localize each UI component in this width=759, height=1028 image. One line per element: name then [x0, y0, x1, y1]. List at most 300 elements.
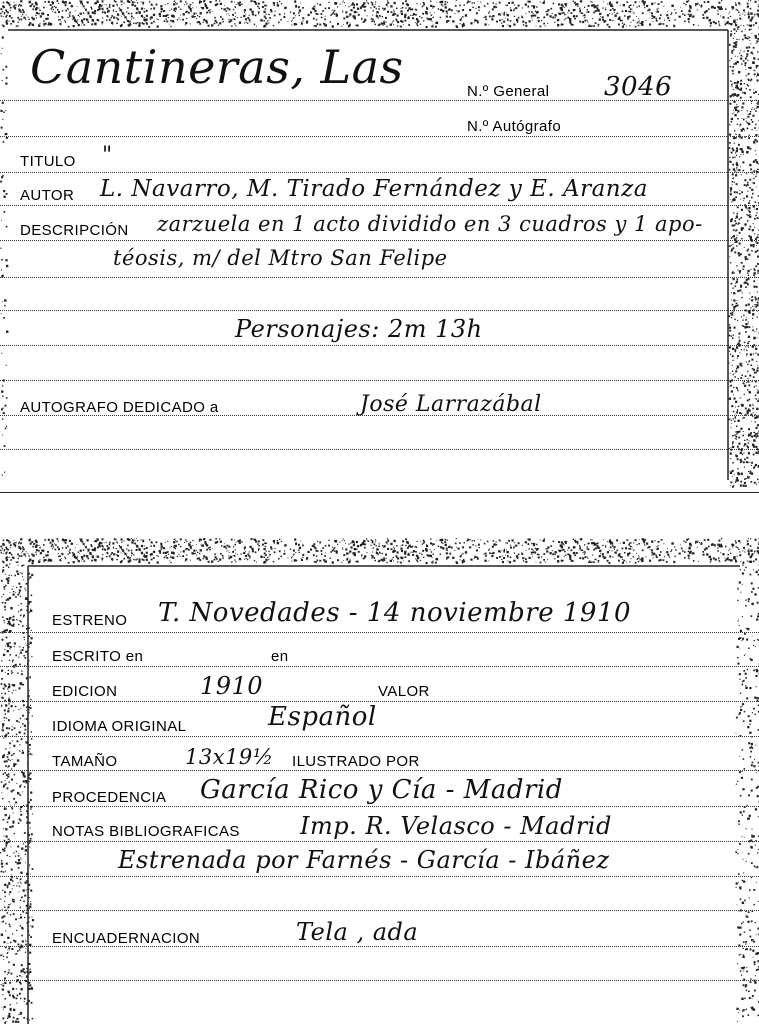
noise-dot: [301, 23, 303, 25]
noise-dot: [241, 17, 242, 18]
noise-dot: [131, 16, 133, 18]
noise-dot: [431, 551, 432, 552]
noise-dot: [374, 6, 376, 8]
noise-dot: [736, 733, 737, 734]
noise-dot: [733, 299, 735, 301]
noise-dot: [551, 9, 552, 10]
noise-dot: [65, 6, 66, 7]
noise-dot: [210, 547, 211, 548]
noise-dot: [735, 283, 736, 284]
noise-dot: [22, 752, 24, 754]
noise-dot: [749, 179, 751, 181]
noise-dot: [219, 538, 220, 539]
noise-dot: [32, 754, 33, 755]
noise-dot: [241, 541, 242, 542]
noise-dot: [732, 178, 733, 179]
noise-dot: [456, 26, 458, 28]
noise-dot: [4, 891, 6, 893]
noise-dot: [170, 26, 171, 27]
noise-dot: [757, 217, 759, 219]
noise-dot: [569, 556, 571, 558]
noise-dot: [129, 557, 131, 559]
noise-dot: [515, 7, 517, 9]
noise-dot: [274, 551, 276, 553]
noise-dot: [376, 552, 378, 554]
noise-dot: [464, 4, 465, 5]
noise-dot: [8, 1015, 10, 1017]
noise-dot: [12, 901, 13, 902]
noise-dot: [281, 541, 282, 542]
noise-dot: [250, 8, 252, 10]
noise-dot: [2, 102, 4, 104]
noise-dot: [38, 550, 40, 552]
noise-dot: [753, 708, 755, 710]
noise-dot: [58, 553, 59, 554]
noise-dot: [501, 23, 502, 24]
noise-dot: [35, 15, 36, 16]
noise-dot: [9, 994, 11, 996]
noise-dot: [9, 982, 11, 984]
noise-dot: [737, 278, 738, 279]
noise-dot: [17, 17, 19, 19]
noise-dot: [177, 19, 178, 20]
noise-dot: [53, 9, 54, 10]
noise-dot: [16, 930, 17, 931]
noise-dot: [387, 0, 388, 1]
noise-dot: [199, 3, 200, 4]
noise-dot: [78, 560, 80, 562]
noise-dot: [57, 0, 59, 2]
noise-dot: [714, 544, 716, 546]
noise-dot: [738, 144, 740, 146]
noise-dot: [381, 16, 382, 17]
noise-dot: [30, 753, 32, 755]
noise-dot: [6, 193, 8, 195]
noise-dot: [750, 751, 752, 753]
noise-dot: [58, 541, 59, 542]
noise-dot: [9, 618, 11, 620]
noise-dot: [583, 15, 584, 16]
noise-dot: [215, 20, 217, 22]
noise-dot: [19, 731, 21, 733]
noise-dot: [83, 12, 85, 14]
tamano-label: TAMAÑO: [52, 753, 118, 770]
noise-dot: [136, 538, 137, 539]
noise-dot: [753, 405, 754, 406]
noise-dot: [212, 548, 213, 549]
noise-dot: [1, 259, 3, 261]
noise-dot: [231, 1, 233, 3]
noise-dot: [627, 555, 629, 557]
noise-dot: [749, 298, 750, 299]
noise-dot: [19, 993, 21, 995]
noise-dot: [7, 673, 9, 675]
noise-dot: [13, 624, 15, 626]
noise-dot: [93, 556, 94, 557]
noise-dot: [756, 286, 758, 288]
noise-dot: [4, 717, 6, 719]
noise-dot: [136, 12, 138, 14]
noise-dot: [750, 550, 752, 552]
noise-dot: [417, 557, 419, 559]
noise-dot: [54, 6, 55, 7]
noise-dot: [4, 305, 6, 307]
noise-dot: [747, 669, 748, 670]
noise-dot: [741, 640, 742, 641]
noise-dot: [738, 849, 739, 850]
noise-dot: [3, 16, 4, 17]
noise-dot: [36, 549, 38, 551]
noise-dot: [315, 25, 317, 27]
noise-dot: [713, 557, 715, 559]
noise-dot: [746, 56, 748, 58]
noise-dot: [356, 12, 357, 13]
noise-dot: [173, 9, 175, 11]
noise-dot: [753, 24, 755, 26]
noise-dot: [24, 775, 26, 777]
noise-dot: [460, 19, 462, 21]
noise-dot: [738, 638, 740, 640]
noise-dot: [29, 846, 30, 847]
noise-dot: [555, 17, 556, 18]
noise-dot: [127, 20, 129, 22]
noise-dot: [752, 115, 754, 117]
noise-dot: [48, 560, 50, 562]
noise-dot: [593, 549, 595, 551]
noise-dot: [690, 7, 692, 9]
noise-dot: [731, 52, 732, 53]
noise-dot: [637, 558, 639, 560]
noise-dot: [475, 8, 476, 9]
noise-dot: [753, 90, 754, 91]
noise-dot: [740, 954, 741, 955]
noise-dot: [561, 24, 563, 26]
noise-dot: [258, 3, 260, 5]
noise-dot: [746, 828, 747, 829]
noise-dot: [452, 20, 454, 22]
noise-dot: [124, 552, 125, 553]
noise-dot: [646, 20, 647, 21]
noise-dot: [747, 410, 749, 412]
noise-dot: [513, 560, 515, 562]
noise-dot: [32, 9, 34, 11]
noise-dot: [492, 15, 494, 17]
noise-dot: [750, 269, 751, 270]
noise-dot: [367, 552, 368, 553]
noise-dot: [580, 546, 581, 547]
noise-dot: [708, 8, 710, 10]
noise-dot: [239, 542, 241, 544]
noise-dot: [743, 984, 745, 986]
noise-dot: [754, 109, 755, 110]
noise-dot: [265, 22, 267, 24]
noise-dot: [11, 874, 12, 875]
noise-dot: [688, 547, 690, 549]
noise-dot: [6, 629, 8, 631]
noise-dot: [469, 546, 471, 548]
noise-dot: [2, 727, 3, 728]
noise-dot: [139, 549, 141, 551]
noise-dot: [747, 208, 748, 209]
noise-dot: [206, 558, 208, 560]
noise-dot: [642, 0, 644, 2]
noise-dot: [742, 956, 744, 958]
ruled-line: [0, 841, 759, 842]
noise-dot: [196, 7, 197, 8]
noise-dot: [11, 790, 13, 792]
noise-dot: [137, 22, 138, 23]
noise-dot: [4, 982, 6, 984]
noise-dot: [484, 560, 486, 562]
noise-dot: [23, 1017, 25, 1019]
noise-dot: [735, 418, 736, 419]
noise-dot: [740, 569, 741, 570]
noise-dot: [68, 26, 70, 28]
noise-dot: [713, 21, 715, 23]
noise-dot: [376, 551, 377, 552]
noise-dot: [302, 545, 304, 547]
noise-dot: [752, 329, 754, 331]
noise-dot: [745, 599, 746, 600]
noise-dot: [552, 550, 553, 551]
noise-dot: [730, 458, 731, 459]
noise-dot: [744, 711, 746, 713]
noise-dot: [42, 13, 43, 14]
noise-dot: [59, 23, 60, 24]
noise-dot: [527, 1, 529, 3]
noise-dot: [744, 342, 746, 344]
noise-dot: [124, 3, 125, 4]
noise-dot: [587, 557, 588, 558]
noise-dot: [599, 555, 601, 557]
noise-dot: [751, 297, 752, 298]
noise-dot: [755, 539, 757, 541]
noise-dot: [52, 540, 54, 542]
noise-dot: [22, 10, 24, 12]
noise-dot: [751, 939, 753, 941]
noise-dot: [269, 556, 270, 557]
noise-dot: [745, 605, 747, 607]
noise-dot: [11, 869, 13, 871]
noise-dot: [462, 562, 464, 564]
noise-dot: [30, 808, 31, 809]
noise-dot: [284, 550, 285, 551]
noise-dot: [488, 561, 489, 562]
noise-dot: [349, 16, 350, 17]
noise-dot: [667, 548, 668, 549]
noise-dot: [732, 435, 734, 437]
noise-dot: [3, 620, 4, 621]
noise-dot: [750, 949, 752, 951]
noise-dot: [423, 3, 425, 5]
noise-dot: [695, 5, 696, 6]
noise-dot: [382, 8, 383, 9]
noise-dot: [403, 561, 404, 562]
noise-dot: [744, 440, 745, 441]
noise-dot: [633, 20, 634, 21]
noise-dot: [430, 555, 432, 557]
noise-dot: [2, 11, 3, 12]
noise-dot: [692, 15, 694, 17]
noise-dot: [446, 550, 447, 551]
noise-dot: [258, 11, 260, 13]
noise-dot: [164, 20, 166, 22]
noise-dot: [7, 549, 9, 551]
noise-dot: [87, 1, 89, 3]
noise-dot: [330, 558, 331, 559]
noise-dot: [16, 1003, 17, 1004]
noise-dot: [455, 5, 457, 7]
noise-dot: [65, 4, 66, 5]
noise-dot: [591, 5, 593, 7]
noise-dot: [343, 18, 345, 20]
noise-dot: [5, 1021, 6, 1022]
noise-dot: [19, 620, 20, 621]
noise-dot: [1, 408, 3, 410]
noise-dot: [408, 546, 409, 547]
noise-dot: [5, 83, 7, 85]
noise-dot: [4, 1006, 6, 1008]
noise-dot: [742, 967, 744, 969]
noise-dot: [25, 19, 26, 20]
noise-dot: [732, 371, 733, 372]
noise-dot: [739, 648, 740, 649]
noise-dot: [3, 730, 4, 731]
noise-dot: [340, 4, 341, 5]
noise-dot: [752, 444, 754, 446]
noise-dot: [14, 804, 15, 805]
noise-dot: [322, 547, 324, 549]
noise-dot: [16, 783, 17, 784]
noise-dot: [591, 542, 593, 544]
noise-dot: [745, 319, 747, 321]
noise-dot: [749, 815, 751, 817]
noise-dot: [753, 939, 754, 940]
noise-dot: [584, 551, 586, 553]
noise-dot: [537, 554, 539, 556]
noise-dot: [736, 167, 737, 168]
noise-dot: [731, 447, 732, 448]
noise-dot: [736, 41, 738, 43]
noise-dot: [749, 997, 751, 999]
noise-dot: [697, 547, 698, 548]
noise-dot: [350, 9, 352, 11]
noise-dot: [431, 25, 433, 27]
noise-dot: [588, 543, 590, 545]
noise-dot: [485, 16, 487, 18]
noise-dot: [325, 24, 327, 26]
noise-dot: [442, 547, 444, 549]
noise-dot: [13, 913, 15, 915]
noise-dot: [150, 19, 151, 20]
noise-dot: [733, 96, 734, 97]
noise-dot: [739, 581, 741, 583]
noise-dot: [2, 989, 4, 991]
noise-dot: [32, 24, 33, 25]
noise-dot: [744, 130, 745, 131]
noise-dot: [474, 19, 476, 21]
noise-dot: [358, 562, 359, 563]
noise-dot: [68, 562, 70, 564]
noise-dot: [581, 12, 583, 14]
noise-dot: [753, 107, 754, 108]
noise-dot: [365, 544, 366, 545]
noise-dot: [737, 479, 739, 481]
noise-dot: [4, 971, 6, 973]
noise-dot: [16, 720, 18, 722]
noise-dot: [646, 5, 648, 7]
noise-dot: [730, 33, 732, 35]
noise-dot: [733, 485, 734, 486]
ruled-line: [0, 666, 759, 667]
noise-dot: [748, 12, 749, 13]
noise-dot: [6, 835, 8, 837]
noise-dot: [21, 935, 23, 937]
noise-dot: [378, 24, 380, 26]
noise-dot: [423, 20, 424, 21]
noise-dot: [745, 677, 747, 679]
noise-dot: [4, 622, 5, 623]
ruled-line: [0, 172, 759, 173]
noise-dot: [638, 555, 639, 556]
noise-dot: [646, 556, 647, 557]
noise-dot: [743, 462, 745, 464]
noise-dot: [740, 80, 741, 81]
noise-dot: [382, 545, 383, 546]
noise-dot: [321, 553, 323, 555]
noise-dot: [653, 21, 654, 22]
noise-dot: [378, 553, 379, 554]
noise-dot: [553, 3, 555, 4]
noise-dot: [579, 548, 581, 550]
noise-dot: [746, 361, 747, 362]
noise-dot: [117, 14, 119, 16]
noise-dot: [751, 436, 753, 438]
noise-dot: [748, 13, 750, 15]
noise-dot: [67, 8, 69, 9]
noise-dot: [412, 15, 413, 16]
noise-dot: [3, 141, 5, 143]
noise-dot: [741, 174, 742, 175]
noise-dot: [441, 542, 443, 544]
noise-dot: [87, 549, 88, 550]
notas-value-line-2: Estrenada por Farnés - García - Ibáñez: [118, 846, 610, 874]
noise-dot: [756, 161, 758, 163]
noise-dot: [751, 250, 753, 252]
noise-dot: [740, 125, 741, 126]
noise-dot: [735, 401, 737, 403]
noise-dot: [172, 20, 174, 22]
noise-dot: [741, 227, 743, 229]
noise-dot: [656, 12, 657, 13]
noise-dot: [502, 13, 503, 14]
noise-dot: [742, 565, 743, 566]
noise-dot: [111, 17, 112, 18]
noise-dot: [731, 118, 733, 120]
noise-dot: [743, 325, 745, 327]
noise-dot: [345, 543, 346, 544]
noise-dot: [753, 765, 755, 767]
noise-dot: [560, 7, 562, 9]
noise-dot: [513, 24, 515, 26]
noise-dot: [352, 2, 354, 4]
noise-dot: [499, 1, 500, 2]
noise-dot: [729, 103, 731, 105]
noise-dot: [739, 927, 741, 929]
noise-dot: [688, 551, 690, 553]
noise-dot: [610, 5, 612, 7]
noise-dot: [566, 541, 567, 542]
